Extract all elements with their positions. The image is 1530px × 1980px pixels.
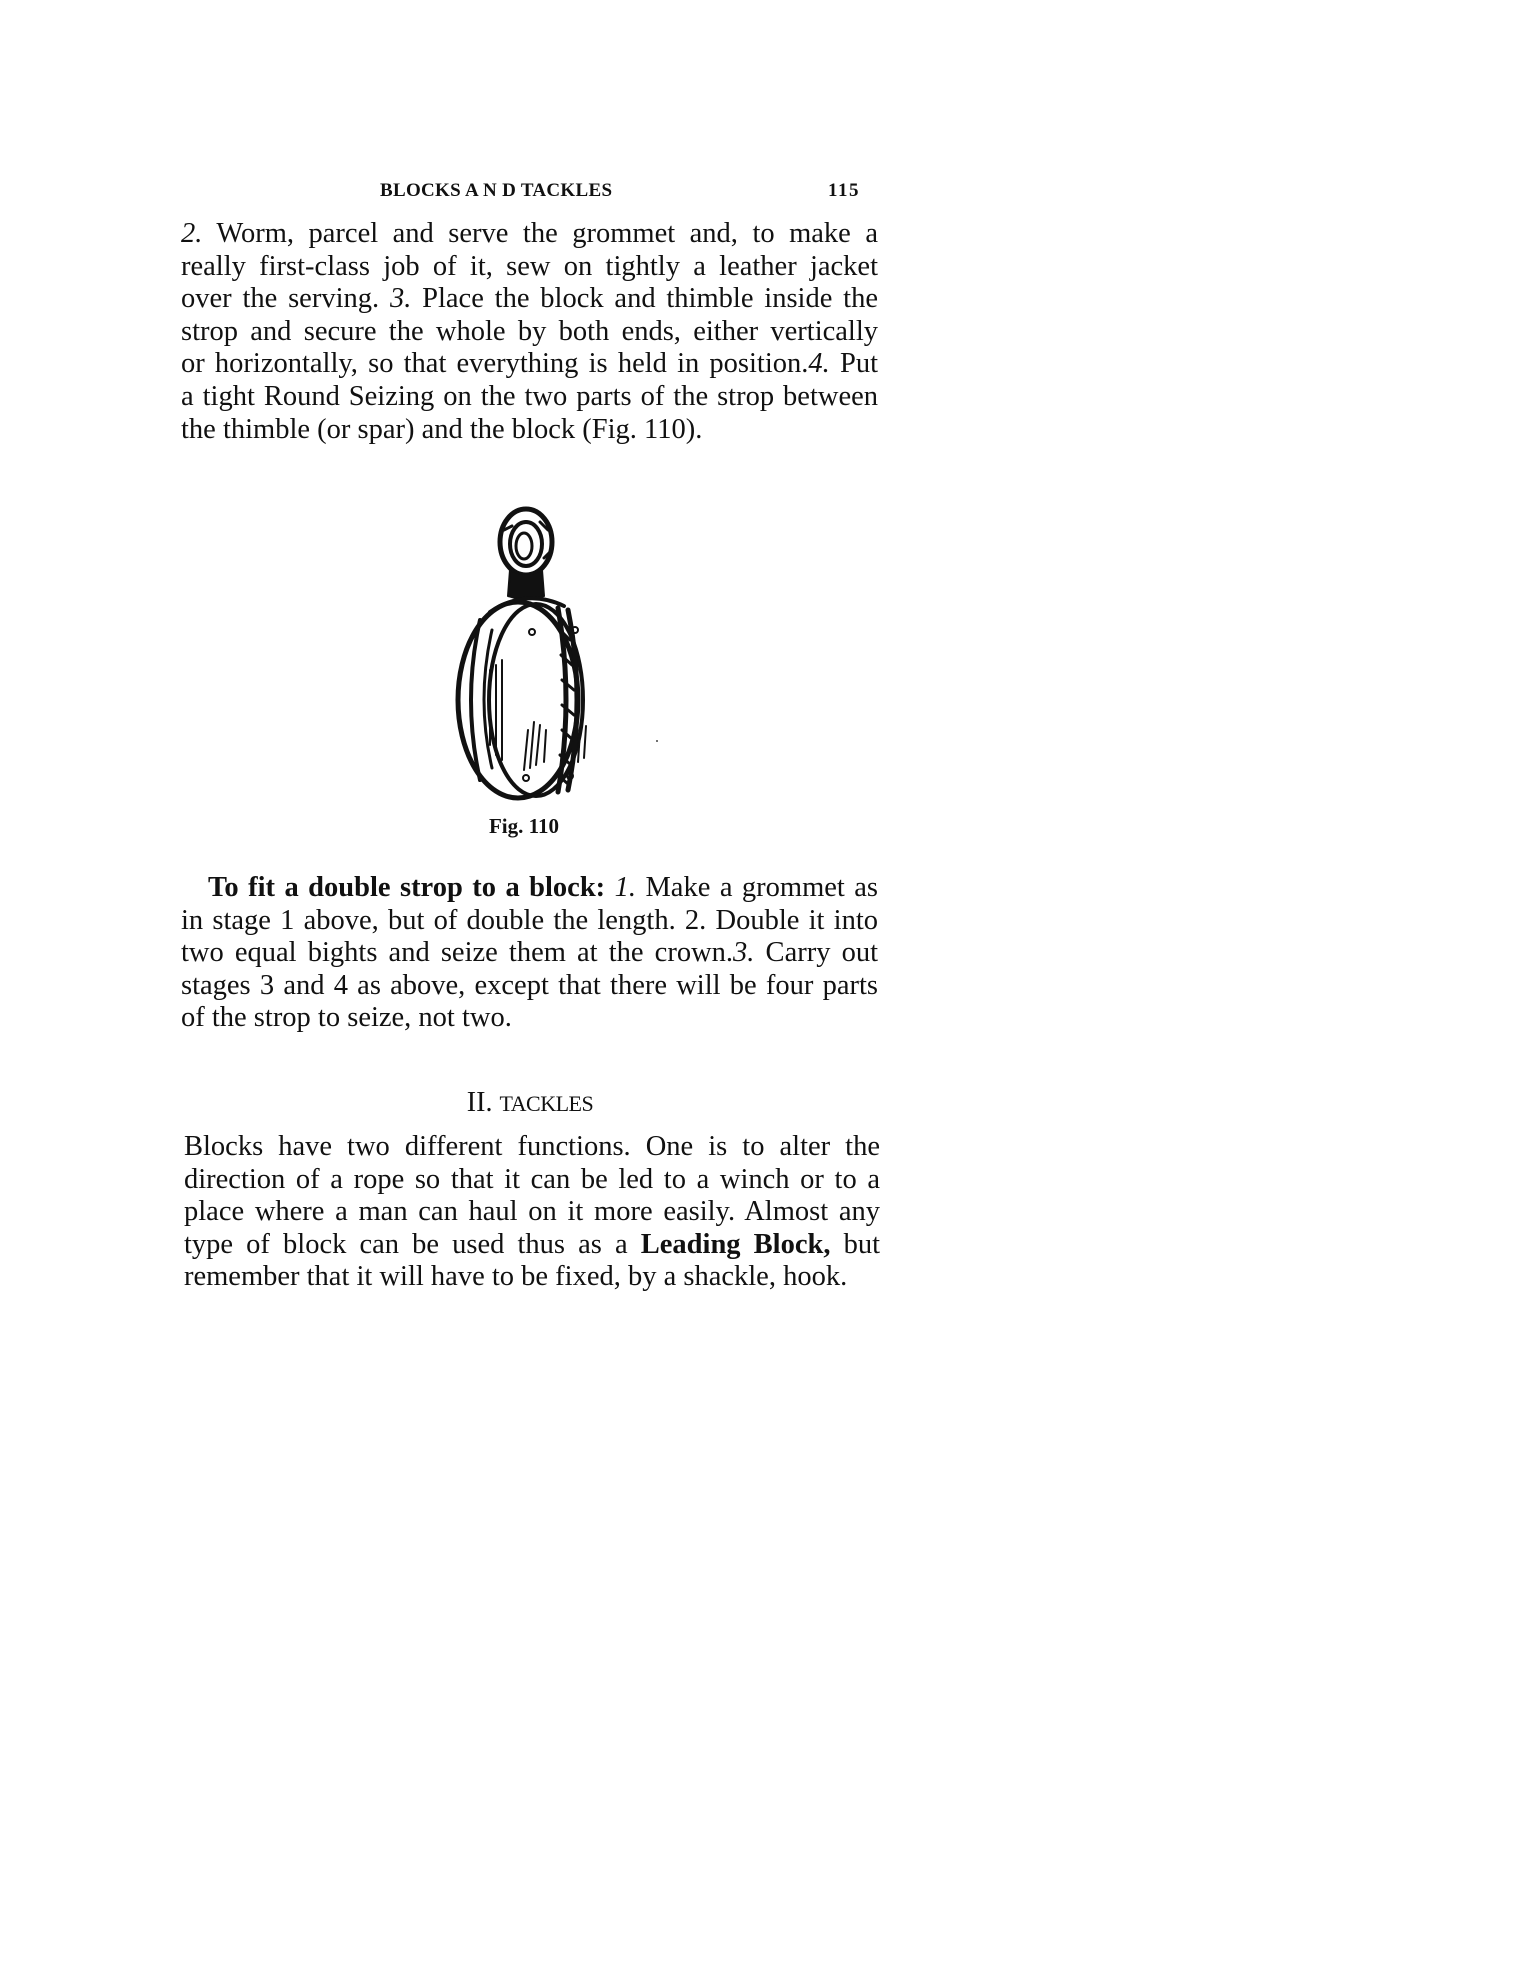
text-run: but: [830, 1228, 881, 1260]
text-run: Worm, parcel and serve the grommet and, to make a: [202, 218, 878, 249]
text-run: or horizontally, so that everything is held in position.: [181, 348, 809, 380]
running-head: [380, 180, 860, 204]
text-run: over the serving.: [181, 283, 390, 315]
text-run: [605, 872, 614, 903]
running-head-title: BLOCKS A N D TACKLES: [380, 180, 613, 201]
text-line: [181, 381, 878, 414]
text-run: Put: [829, 348, 878, 380]
text-run: strop and secure the whole by both ends, either vertically: [181, 315, 878, 347]
text-line: [181, 905, 878, 938]
text-line: [184, 1131, 880, 1164]
text-run: in stage 1 above, but of double the length. 2. Double it into: [181, 904, 878, 936]
figure-caption: Fig. 110: [488, 814, 559, 838]
section-title: TACKLES: [499, 1091, 594, 1116]
text-run: Make a grommet as: [636, 872, 879, 903]
text-line: [181, 283, 878, 316]
text-line: [181, 414, 878, 447]
text-line: [181, 251, 878, 284]
text-run: the thimble (or spar) and the block (Fig. 110).: [181, 413, 703, 445]
text-run: type of block can be used thus as a: [184, 1228, 641, 1260]
text-run: remember that it will have to be fixed, by a shackle, hook.: [184, 1261, 848, 1293]
text-run: stages 3 and 4 as above, except that there will be four parts: [181, 969, 878, 1001]
text-line: [181, 218, 878, 251]
figure-110: [440, 500, 620, 805]
text-run: Place the block and thimble inside the: [411, 283, 878, 315]
text-line: [181, 316, 878, 349]
bold-text: Leading Block,: [640, 1228, 831, 1260]
text-line: [181, 937, 878, 970]
italic-text: 3.: [389, 283, 412, 315]
text-line: [184, 1229, 880, 1262]
italic-text: 4.: [808, 348, 830, 380]
text-line: [184, 1196, 880, 1229]
paragraph-tackles-intro: [184, 1131, 880, 1294]
text-run: of the strop to seize, not two.: [181, 1002, 512, 1034]
italic-text: 1.: [614, 872, 637, 903]
text-run: direction of a rope so that it can be led to a winch or to a: [184, 1163, 880, 1195]
text-run: two equal bights and seize them at the crown.: [181, 937, 734, 969]
paragraph-double-strop: [181, 872, 878, 1035]
bold-text: To fit a double strop to a block:: [208, 872, 606, 903]
italic-text: 2.: [181, 218, 203, 249]
text-line: [181, 348, 878, 381]
text-run: Carry out: [754, 937, 878, 969]
section-heading: [0, 1088, 1060, 1119]
section-numeral: II.: [466, 1087, 493, 1118]
text-line: [181, 872, 878, 905]
text-line: [181, 1002, 878, 1035]
block-illustration-icon: [440, 500, 620, 805]
italic-text: 3.: [733, 937, 755, 969]
text-line: [181, 970, 878, 1003]
text-run: place where a man can haul on it more easily. Almost any: [184, 1196, 880, 1228]
text-line: [184, 1164, 880, 1197]
page-number: 115: [828, 180, 860, 201]
text-run: Blocks have two different functions. One is to alter the: [184, 1131, 880, 1162]
text-run: really first-class job of it, sew on tightly a leather jacket: [181, 250, 878, 282]
text-line: [184, 1261, 880, 1294]
paragraph-strop-steps: [181, 218, 878, 446]
text-run: a tight Round Seizing on the two parts of the strop between: [181, 380, 878, 412]
stray-mark: [656, 740, 658, 742]
